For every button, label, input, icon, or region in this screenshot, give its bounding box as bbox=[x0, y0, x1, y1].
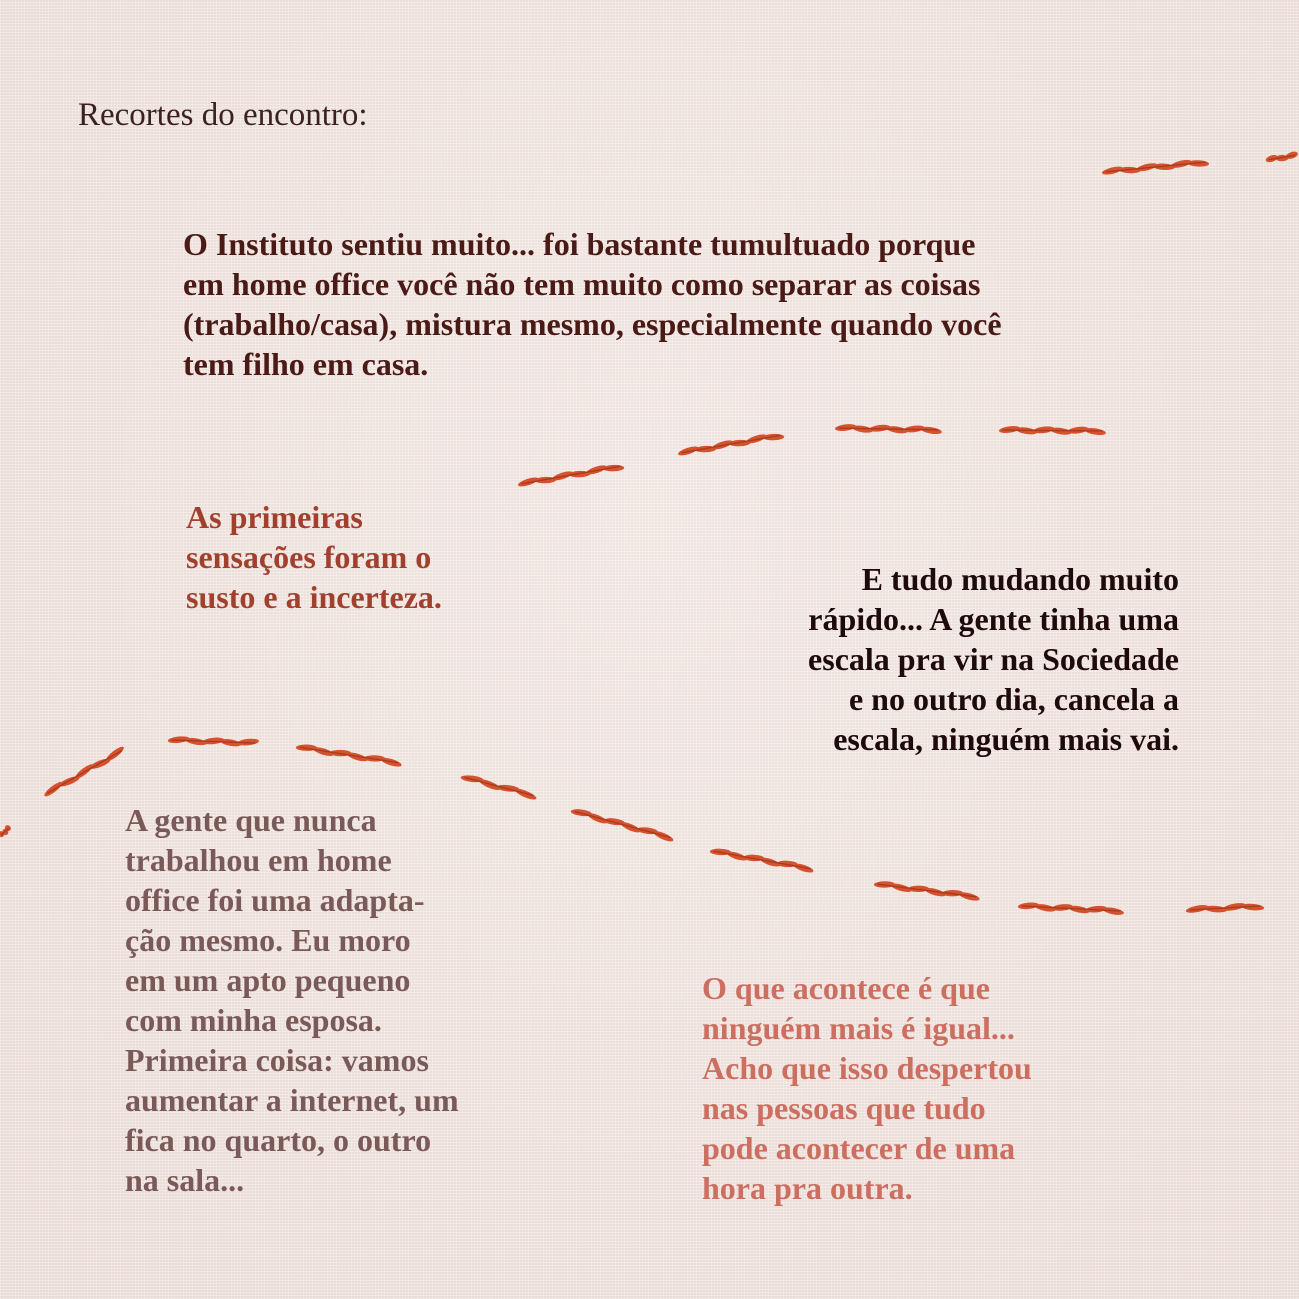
quote-line: trabalhou em home bbox=[125, 842, 392, 878]
quote-line: E tudo mudando muito bbox=[861, 561, 1179, 597]
quote-line: em home office você não tem muito como separar as coisas bbox=[183, 266, 981, 302]
quote-line: rápido... A gente tinha uma bbox=[808, 601, 1179, 637]
quote-line: A gente que nunca bbox=[125, 802, 377, 838]
quote-line: fica no quarto, o outro bbox=[125, 1122, 432, 1158]
page-title: Recortes do encontro: bbox=[78, 97, 368, 133]
quote-line: office foi uma adapta- bbox=[125, 882, 425, 918]
quote-line: escala, ninguém mais vai. bbox=[833, 721, 1179, 757]
quote-line: Primeira coisa: vamos bbox=[125, 1042, 429, 1078]
quote-line: As primeiras bbox=[186, 499, 363, 535]
stitch bbox=[1017, 901, 1124, 917]
stitch-core bbox=[48, 751, 121, 793]
stitch bbox=[295, 741, 403, 768]
stitch bbox=[569, 805, 675, 843]
quote-line: susto e a incerteza. bbox=[186, 579, 442, 615]
quote-line: O Instituto sentiu muito... foi bastante tumultuado porque bbox=[183, 226, 976, 262]
quote-line: O que acontece é que bbox=[702, 970, 990, 1006]
stitch-core bbox=[465, 778, 533, 796]
quote-line: (trabalho/casa), mistura mesmo, especialmente quando você bbox=[183, 306, 1002, 342]
quote-line: nas pessoas que tudo bbox=[702, 1090, 986, 1126]
stitch bbox=[1265, 150, 1299, 165]
stitch bbox=[167, 735, 259, 749]
stitch-core bbox=[878, 884, 976, 896]
quote-line: escala pra vir na Sociedade bbox=[808, 641, 1179, 677]
quote-line: aumentar a internet, um bbox=[125, 1082, 459, 1118]
quote-line: Acho que isso despertou bbox=[702, 1050, 1032, 1086]
stitch-core bbox=[522, 466, 620, 483]
quote-line: ção mesmo. Eu moro bbox=[125, 922, 411, 958]
quote-line: com minha esposa. bbox=[125, 1002, 382, 1038]
quote-ninguem-igual bbox=[702, 968, 1122, 1208]
stitch bbox=[41, 744, 128, 800]
stitch bbox=[873, 878, 981, 902]
quote-instituto bbox=[183, 224, 1163, 384]
quote-line: sensações foram o bbox=[186, 539, 432, 575]
quote-home-office bbox=[125, 800, 525, 1200]
stitch bbox=[459, 771, 539, 802]
quote-line: hora pra outra. bbox=[702, 1170, 913, 1206]
quote-tudo-mudando bbox=[720, 559, 1179, 759]
stitch bbox=[517, 460, 626, 489]
quote-line: pode acontecer de uma bbox=[702, 1130, 1016, 1166]
stitch-core bbox=[682, 435, 780, 452]
stitch bbox=[677, 429, 786, 458]
quote-line: na sala... bbox=[125, 1162, 245, 1198]
quote-primeiras-sensacoes bbox=[186, 497, 506, 617]
quote-line: em um apto pequeno bbox=[125, 962, 411, 998]
stitch bbox=[1185, 901, 1265, 916]
quote-line: e no outro dia, cancela a bbox=[848, 681, 1179, 717]
stitch-core bbox=[1003, 430, 1102, 431]
stitch bbox=[1101, 157, 1210, 178]
stitch bbox=[999, 425, 1107, 437]
quote-line: ninguém mais é igual... bbox=[702, 1010, 1015, 1046]
stitch bbox=[0, 823, 13, 839]
stitch-core bbox=[714, 851, 810, 868]
stitch bbox=[834, 423, 942, 436]
stitch bbox=[709, 845, 815, 874]
quote-line: tem filho em casa. bbox=[183, 346, 429, 382]
stitch-core bbox=[300, 747, 398, 762]
stitch-core bbox=[575, 812, 670, 838]
